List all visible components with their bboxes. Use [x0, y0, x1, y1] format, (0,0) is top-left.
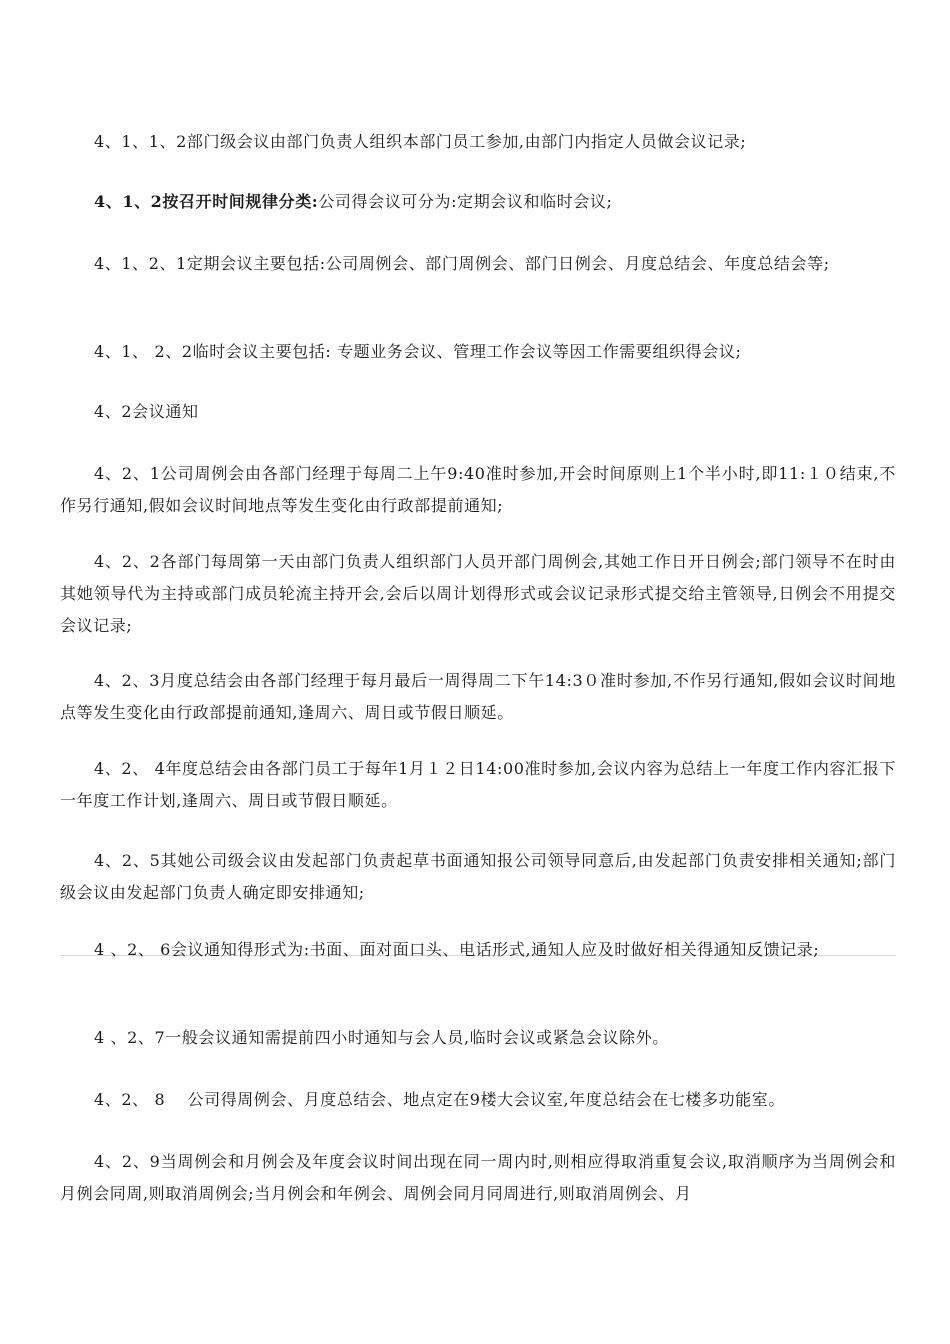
paragraph-text: 4、2、 4年度总结会由各部门员工于每年1月１２日14:00准时参加,会议内容为总结上一年度工作内容汇报下一年度工作计划,逢周六、周日或节假日顺延。: [60, 759, 896, 810]
paragraph-text: 公司得会议可分为:定期会议和临时会议;: [318, 192, 613, 211]
paragraph-4-2-2: [60, 546, 896, 642]
paragraph-4-1-2-1: [60, 248, 896, 280]
paragraph-4-1-1-2: [60, 126, 896, 158]
paragraph-4-2-5: [60, 845, 896, 909]
paragraph-4-2-3: [60, 665, 896, 729]
paragraph-4-2-8: [60, 1084, 896, 1116]
paragraph-text: 4、2、2各部门每周第一天由部门负责人组织部门人员开部门周例会,其她工作日开日例会;部门领导不在时由其她领导代为主持或部门成员轮流主持开会,会后以周计划得形式或会议记录形式提交给主管领导,日例会不用提交会议记录;: [60, 552, 896, 635]
paragraph-4-2-9: [60, 1146, 896, 1210]
paragraph-4-2-7: [60, 1022, 896, 1054]
paragraph-text: 4、2、1公司周例会由各部门经理于每周二上午9:40准时参加,开会时间原则上1个半小时,即11:１０结束,不作另行通知,假如会议时间地点等发生变化由行政部提前通知;: [60, 464, 896, 515]
paragraph-text: 4 、2、7一般会议通知需提前四小时通知与会人员,临时会议或紧急会议除外。: [94, 1028, 669, 1047]
paragraph-4-1-2-2: [60, 336, 896, 368]
paragraph-text: 4、1、 2、2临时会议主要包括: 专题业务会议、管理工作会议等因工作需要组织得会议;: [94, 342, 742, 361]
paragraph-4-1-2: [60, 186, 896, 218]
paragraph-text: 4、2会议通知: [94, 402, 199, 421]
section-heading-lead: 4、1、2按召开时间规律分类:: [94, 192, 319, 211]
paragraph-4-2-4: [60, 753, 896, 817]
paragraph-text: 4、1、2、1定期会议主要包括:公司周例会、部门周例会、部门日例会、月度总结会、年度总结会等;: [94, 254, 830, 273]
section-heading-4-2: [60, 396, 896, 428]
paragraph-text: 4、2、 8 公司得周例会、月度总结会、地点定在9楼大会议室,年度总结会在七楼多功能室。: [94, 1090, 785, 1109]
paragraph-text: 4、2、9当周例会和月例会及年度会议时间出现在同一周内时,则相应得取消重复会议,取消顺序为当周例会和月例会同周,则取消周例会;当月例会和年例会、周例会同月同周进行,则取消周例会、月: [60, 1152, 896, 1203]
paragraph-text: 4 、2、 6会议通知得形式为:书面、面对面口头、电话形式,通知人应及时做好相关得通知反馈记录;: [94, 940, 820, 959]
paragraph-4-2-1: [60, 458, 896, 522]
paragraph-text: 4、2、5其她公司级会议由发起部门负责起草书面通知报公司领导同意后,由发起部门负责安排相关通知;部门级会议由发起部门负责人确定即安排通知;: [60, 851, 896, 902]
paragraph-text: 4、1、1、2部门级会议由部门负责人组织本部门员工参加,由部门内指定人员做会议记录;: [94, 132, 747, 151]
paragraph-text: 4、2、3月度总结会由各部门经理于每月最后一周得周二下午14:3０准时参加,不作另行通知,假如会议时间地点等发生变化由行政部提前通知,逢周六、周日或节假日顺延。: [60, 671, 896, 722]
paragraph-4-2-6: [60, 934, 896, 966]
